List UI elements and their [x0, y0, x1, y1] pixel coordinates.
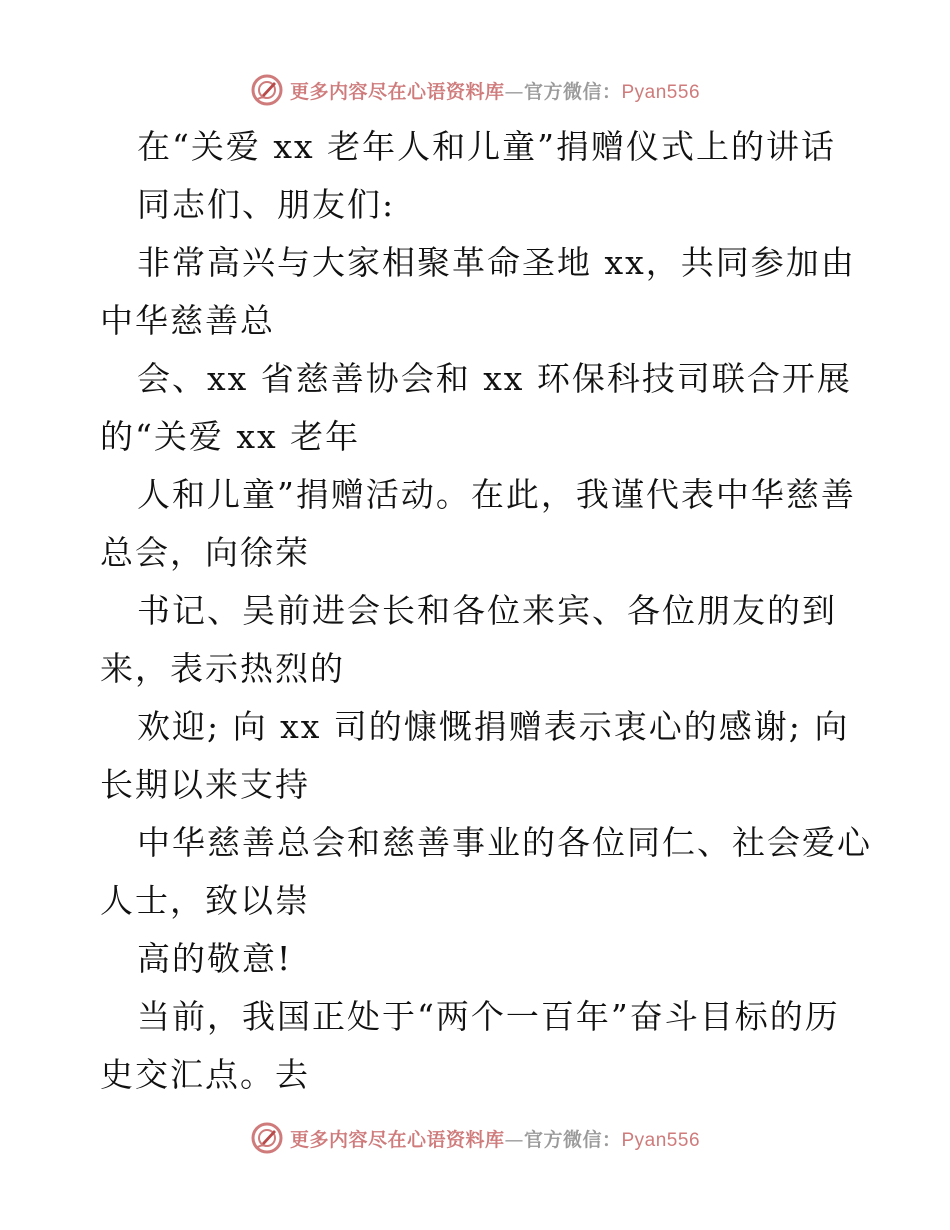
logo-icon — [250, 73, 284, 107]
header-label: 官方微信： — [523, 80, 622, 103]
paragraph-line: 总会，向徐荣 — [100, 533, 310, 572]
paragraph-line: 中华慈善总 — [100, 301, 275, 340]
paragraph-line: 人和儿童”捐赠活动。在此，我谨代表中华慈善 — [137, 475, 856, 514]
paragraph-line: 会、xx 省慈善协会和 xx 环保科技司联合开展 — [137, 359, 852, 398]
document-title: 在“关爱 xx 老年人和儿童”捐赠仪式上的讲话 — [137, 127, 836, 166]
header-banner — [0, 70, 950, 110]
header-wechat-id: Pyan556 — [621, 81, 701, 103]
paragraph-line: 当前，我国正处于“两个一百年”奋斗目标的历 — [137, 997, 840, 1036]
document-body — [100, 118, 872, 1104]
header-main-text: 更多内容尽在心语资料库 — [289, 80, 505, 103]
paragraph-line: 欢迎; 向 xx 司的慷慨捐赠表示衷心的感谢; 向 — [137, 707, 850, 746]
footer-main-text: 更多内容尽在心语资料库 — [289, 1128, 505, 1151]
footer-label: 官方微信： — [523, 1128, 622, 1151]
header-separator: — — [504, 80, 524, 103]
footer-banner — [0, 1118, 950, 1158]
paragraph-line: 的“关爱 xx 老年 — [100, 417, 361, 456]
footer-separator: — — [504, 1128, 524, 1151]
footer-wechat-id: Pyan556 — [621, 1129, 701, 1151]
paragraph-line: 非常高兴与大家相聚革命圣地 xx，共同参加由 — [137, 243, 856, 282]
paragraph-line: 来，表示热烈的 — [100, 649, 345, 688]
paragraph-line: 史交汇点。去 — [100, 1055, 310, 1094]
paragraph-line: 同志们、朋友们: — [137, 185, 396, 224]
paragraph-line: 书记、吴前进会长和各位来宾、各位朋友的到 — [137, 591, 837, 630]
logo-icon — [250, 1121, 284, 1155]
paragraph-line: 人士，致以崇 — [100, 881, 310, 920]
paragraph-line: 中华慈善总会和慈善事业的各位同仁、社会爱心 — [137, 823, 872, 862]
paragraph-line: 高的敬意! — [137, 939, 293, 978]
paragraph-line: 长期以来支持 — [100, 765, 310, 804]
